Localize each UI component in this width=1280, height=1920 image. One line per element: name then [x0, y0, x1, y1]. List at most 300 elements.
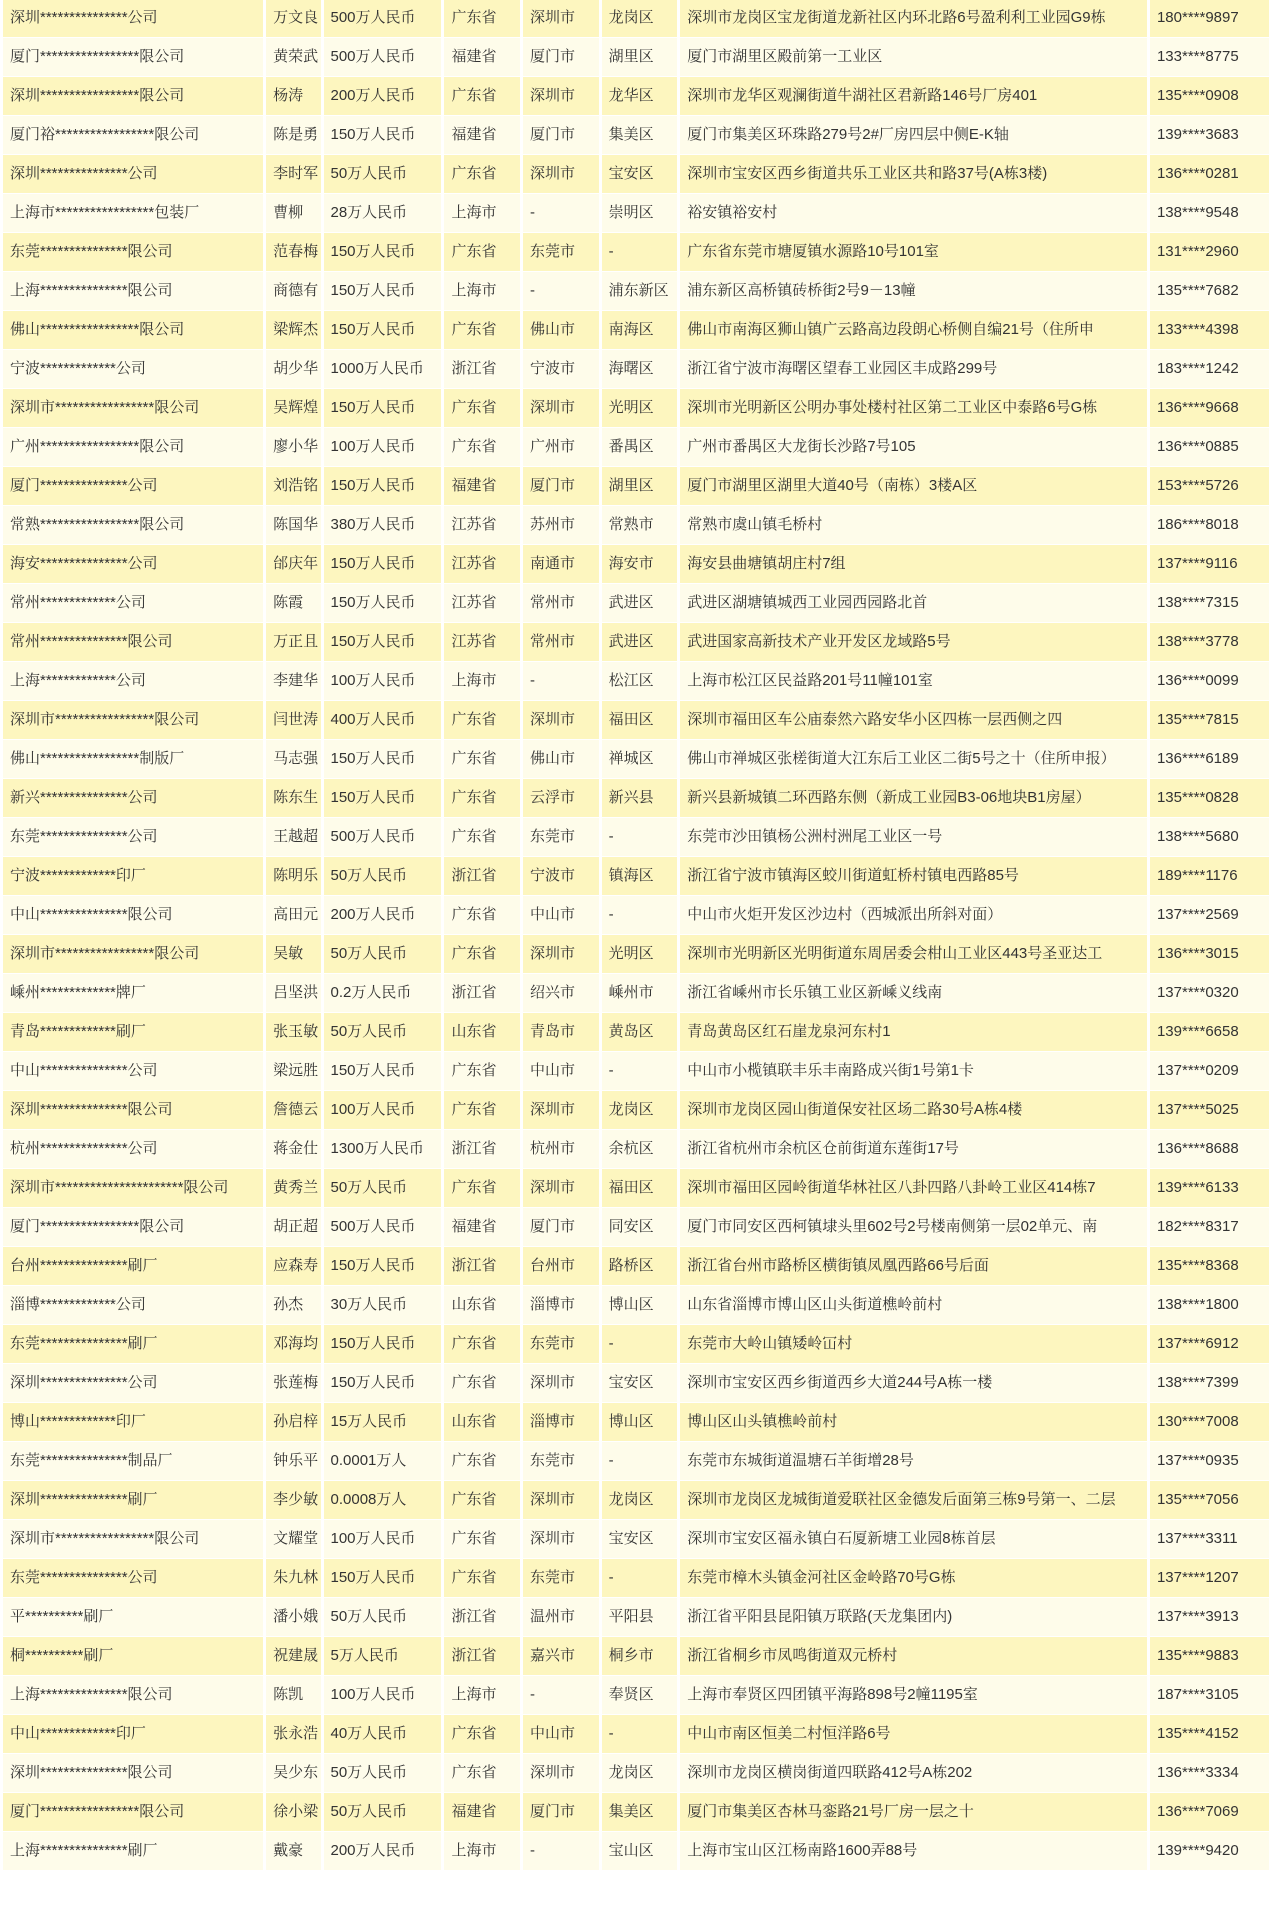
legal-person-cell: 陈国华 — [266, 506, 320, 544]
registered-capital-cell: 50万人民币 — [324, 155, 442, 193]
city-cell: 云浮市 — [523, 779, 599, 817]
city-cell: 温州市 — [523, 1598, 599, 1636]
phone-cell: 136****9668 — [1150, 389, 1269, 427]
table-row — [3, 1169, 1269, 1207]
registered-capital-cell: 50万人民币 — [324, 1598, 442, 1636]
address-cell: 深圳市龙岗区龙城街道爱联社区金德发后面第三栋9号第一、二层 — [680, 1481, 1147, 1519]
phone-cell: 136****8688 — [1150, 1130, 1269, 1168]
registered-capital-cell: 150万人民币 — [324, 1559, 442, 1597]
phone-cell: 133****4398 — [1150, 311, 1269, 349]
phone-cell: 137****0935 — [1150, 1442, 1269, 1480]
company-name-cell: 深圳***************限公司 — [3, 1754, 263, 1792]
legal-person-cell: 陈凯 — [266, 1676, 320, 1714]
province-cell: 浙江省 — [444, 1637, 520, 1675]
table-row — [3, 662, 1269, 700]
legal-person-cell: 文耀堂 — [266, 1520, 320, 1558]
legal-person-cell: 黄荣武 — [266, 38, 320, 76]
province-cell: 上海市 — [444, 662, 520, 700]
address-cell: 佛山市禅城区张槎街道大江东后工业区二街5号之十（住所申报） — [680, 740, 1147, 778]
address-cell: 青岛黄岛区红石崖龙泉河东村1 — [680, 1013, 1147, 1051]
district-cell: 宝安区 — [602, 1520, 678, 1558]
legal-person-cell: 杨涛 — [266, 77, 320, 115]
city-cell: - — [523, 1676, 599, 1714]
phone-cell: 138****3778 — [1150, 623, 1269, 661]
legal-person-cell: 马志强 — [266, 740, 320, 778]
city-cell: 广州市 — [523, 428, 599, 466]
legal-person-cell: 吴敏 — [266, 935, 320, 973]
registered-capital-cell: 50万人民币 — [324, 1013, 442, 1051]
city-cell: 淄博市 — [523, 1286, 599, 1324]
legal-person-cell: 商德有 — [266, 272, 320, 310]
registered-capital-cell: 500万人民币 — [324, 818, 442, 856]
district-cell: 松江区 — [602, 662, 678, 700]
city-cell: 深圳市 — [523, 935, 599, 973]
address-cell: 深圳市宝安区西乡街道共乐工业区共和路37号(A栋3楼) — [680, 155, 1147, 193]
address-cell: 深圳市龙岗区园山街道保安社区场二路30号A栋4楼 — [680, 1091, 1147, 1129]
address-cell: 东莞市大岭山镇矮岭冚村 — [680, 1325, 1147, 1363]
province-cell: 广东省 — [444, 77, 520, 115]
province-cell: 广东省 — [444, 1754, 520, 1792]
district-cell: 福田区 — [602, 1169, 678, 1207]
address-cell: 广州市番禺区大龙街长沙路7号105 — [680, 428, 1147, 466]
city-cell: 东莞市 — [523, 233, 599, 271]
table-row — [3, 545, 1269, 583]
province-cell: 福建省 — [444, 1793, 520, 1831]
table-row — [3, 1091, 1269, 1129]
registered-capital-cell: 100万人民币 — [324, 1676, 442, 1714]
table-row — [3, 1364, 1269, 1402]
registered-capital-cell: 0.2万人民币 — [324, 974, 442, 1012]
city-cell: 中山市 — [523, 896, 599, 934]
company-name-cell: 新兴***************公司 — [3, 779, 263, 817]
district-cell: 新兴县 — [602, 779, 678, 817]
address-cell: 武进区湖塘镇城西工业园西园路北首 — [680, 584, 1147, 622]
registered-capital-cell: 200万人民币 — [324, 77, 442, 115]
city-cell: 淄博市 — [523, 1403, 599, 1441]
registered-capital-cell: 500万人民币 — [324, 38, 442, 76]
province-cell: 广东省 — [444, 1325, 520, 1363]
address-cell: 中山市小榄镇联丰乐丰南路成兴街1号第1卡 — [680, 1052, 1147, 1090]
company-name-cell: 东莞***************刷厂 — [3, 1325, 263, 1363]
province-cell: 广东省 — [444, 1091, 520, 1129]
registered-capital-cell: 150万人民币 — [324, 467, 442, 505]
phone-cell: 138****1800 — [1150, 1286, 1269, 1324]
city-cell: 深圳市 — [523, 1754, 599, 1792]
city-cell: 深圳市 — [523, 389, 599, 427]
province-cell: 广东省 — [444, 428, 520, 466]
legal-person-cell: 胡少华 — [266, 350, 320, 388]
province-cell: 浙江省 — [444, 1247, 520, 1285]
province-cell: 广东省 — [444, 818, 520, 856]
address-cell: 东莞市东城街道温塘石羊街增28号 — [680, 1442, 1147, 1480]
company-name-cell: 厦门*****************限公司 — [3, 1208, 263, 1246]
legal-person-cell: 万文良 — [266, 0, 320, 37]
legal-person-cell: 吴辉煌 — [266, 389, 320, 427]
company-name-cell: 杭州***************公司 — [3, 1130, 263, 1168]
table-row — [3, 0, 1269, 37]
district-cell: 湖里区 — [602, 467, 678, 505]
province-cell: 浙江省 — [444, 974, 520, 1012]
city-cell: 厦门市 — [523, 116, 599, 154]
company-name-cell: 台州***************刷厂 — [3, 1247, 263, 1285]
district-cell: 宝安区 — [602, 155, 678, 193]
table-row — [3, 350, 1269, 388]
address-cell: 深圳市光明新区光明街道东周居委会柑山工业区443号圣亚达工 — [680, 935, 1147, 973]
address-cell: 东莞市樟木头镇金河社区金岭路70号G栋 — [680, 1559, 1147, 1597]
legal-person-cell: 钟乐平 — [266, 1442, 320, 1480]
registered-capital-cell: 500万人民币 — [324, 0, 442, 37]
table-row — [3, 467, 1269, 505]
province-cell: 广东省 — [444, 779, 520, 817]
district-cell: - — [602, 1715, 678, 1753]
registered-capital-cell: 0.0001万人 — [324, 1442, 442, 1480]
legal-person-cell: 孙启梓 — [266, 1403, 320, 1441]
registered-capital-cell: 150万人民币 — [324, 584, 442, 622]
company-name-cell: 上海***************刷厂 — [3, 1832, 263, 1870]
company-name-cell: 中山***************公司 — [3, 1052, 263, 1090]
district-cell: 集美区 — [602, 116, 678, 154]
address-cell: 中山市南区恒美二村恒洋路6号 — [680, 1715, 1147, 1753]
phone-cell: 135****0828 — [1150, 779, 1269, 817]
district-cell: 奉贤区 — [602, 1676, 678, 1714]
company-name-cell: 常州***************限公司 — [3, 623, 263, 661]
table-row — [3, 1247, 1269, 1285]
address-cell: 广东省东莞市塘厦镇水源路10号101室 — [680, 233, 1147, 271]
district-cell: 龙岗区 — [602, 1481, 678, 1519]
district-cell: 番禺区 — [602, 428, 678, 466]
district-cell: 龙岗区 — [602, 1091, 678, 1129]
table-row — [3, 1052, 1269, 1090]
table-row — [3, 1325, 1269, 1363]
legal-person-cell: 曹柳 — [266, 194, 320, 232]
city-cell: 台州市 — [523, 1247, 599, 1285]
city-cell: 宁波市 — [523, 350, 599, 388]
company-name-cell: 中山*************印厂 — [3, 1715, 263, 1753]
district-cell: 龙岗区 — [602, 1754, 678, 1792]
table-row — [3, 1676, 1269, 1714]
district-cell: 浦东新区 — [602, 272, 678, 310]
province-cell: 广东省 — [444, 389, 520, 427]
phone-cell: 135****0908 — [1150, 77, 1269, 115]
company-name-cell: 深圳市*****************限公司 — [3, 1520, 263, 1558]
legal-person-cell: 邰庆年 — [266, 545, 320, 583]
city-cell: 深圳市 — [523, 1481, 599, 1519]
city-cell: 深圳市 — [523, 0, 599, 37]
company-name-cell: 嵊州*************牌厂 — [3, 974, 263, 1012]
legal-person-cell: 李建华 — [266, 662, 320, 700]
legal-person-cell: 陈霞 — [266, 584, 320, 622]
city-cell: 南通市 — [523, 545, 599, 583]
table-row — [3, 1520, 1269, 1558]
address-cell: 上海市奉贤区四团镇平海路898号2幢1195室 — [680, 1676, 1147, 1714]
legal-person-cell: 蒋金仕 — [266, 1130, 320, 1168]
table-row — [3, 818, 1269, 856]
province-cell: 福建省 — [444, 1208, 520, 1246]
legal-person-cell: 万正且 — [266, 623, 320, 661]
address-cell: 浙江省宁波市海曙区望春工业园区丰成路299号 — [680, 350, 1147, 388]
company-name-cell: 广州*****************限公司 — [3, 428, 263, 466]
province-cell: 山东省 — [444, 1286, 520, 1324]
district-cell: - — [602, 818, 678, 856]
province-cell: 上海市 — [444, 272, 520, 310]
address-cell: 深圳市光明新区公明办事处楼村社区第二工业区中泰路6号G栋 — [680, 389, 1147, 427]
district-cell: 路桥区 — [602, 1247, 678, 1285]
registered-capital-cell: 5万人民币 — [324, 1637, 442, 1675]
company-name-cell: 常州*************公司 — [3, 584, 263, 622]
district-cell: 海曙区 — [602, 350, 678, 388]
address-cell: 常熟市虞山镇毛桥村 — [680, 506, 1147, 544]
province-cell: 上海市 — [444, 194, 520, 232]
table-row — [3, 311, 1269, 349]
phone-cell: 136****3015 — [1150, 935, 1269, 973]
registered-capital-cell: 150万人民币 — [324, 272, 442, 310]
province-cell: 江苏省 — [444, 623, 520, 661]
company-name-cell: 深圳市*****************限公司 — [3, 935, 263, 973]
phone-cell: 139****6133 — [1150, 1169, 1269, 1207]
table-row — [3, 1442, 1269, 1480]
city-cell: 深圳市 — [523, 1364, 599, 1402]
company-name-cell: 深圳市**********************限公司 — [3, 1169, 263, 1207]
company-name-cell: 东莞***************制品厂 — [3, 1442, 263, 1480]
district-cell: 嵊州市 — [602, 974, 678, 1012]
address-cell: 浙江省桐乡市凤鸣街道双元桥村 — [680, 1637, 1147, 1675]
address-cell: 新兴县新城镇二环西路东侧（新成工业园B3-06地块B1房屋） — [680, 779, 1147, 817]
district-cell: 博山区 — [602, 1403, 678, 1441]
city-cell: 厦门市 — [523, 467, 599, 505]
company-name-cell: 佛山*****************制版厂 — [3, 740, 263, 778]
district-cell: 龙岗区 — [602, 0, 678, 37]
company-name-cell: 上海市*****************包装厂 — [3, 194, 263, 232]
legal-person-cell: 陈是勇 — [266, 116, 320, 154]
district-cell: - — [602, 233, 678, 271]
table-row — [3, 857, 1269, 895]
registered-capital-cell: 150万人民币 — [324, 1325, 442, 1363]
table-row — [3, 1013, 1269, 1051]
address-cell: 上海市宝山区江杨南路1600弄88号 — [680, 1832, 1147, 1870]
phone-cell: 136****3334 — [1150, 1754, 1269, 1792]
phone-cell: 131****2960 — [1150, 233, 1269, 271]
registered-capital-cell: 150万人民币 — [324, 740, 442, 778]
table-row — [3, 1715, 1269, 1753]
city-cell: 深圳市 — [523, 155, 599, 193]
city-cell: - — [523, 662, 599, 700]
registered-capital-cell: 150万人民币 — [324, 1247, 442, 1285]
company-name-cell: 深圳***************公司 — [3, 0, 263, 37]
registered-capital-cell: 100万人民币 — [324, 662, 442, 700]
table-row — [3, 1208, 1269, 1246]
table-row — [3, 1481, 1269, 1519]
phone-cell: 138****7399 — [1150, 1364, 1269, 1402]
district-cell: 宝安区 — [602, 1364, 678, 1402]
company-name-cell: 淄博*************公司 — [3, 1286, 263, 1324]
district-cell: - — [602, 1559, 678, 1597]
legal-person-cell: 梁远胜 — [266, 1052, 320, 1090]
registered-capital-cell: 15万人民币 — [324, 1403, 442, 1441]
province-cell: 江苏省 — [444, 584, 520, 622]
table-row — [3, 1598, 1269, 1636]
phone-cell: 135****9883 — [1150, 1637, 1269, 1675]
legal-person-cell: 刘浩铭 — [266, 467, 320, 505]
district-cell: 海安市 — [602, 545, 678, 583]
city-cell: 深圳市 — [523, 1091, 599, 1129]
table-row — [3, 1637, 1269, 1675]
registered-capital-cell: 50万人民币 — [324, 935, 442, 973]
company-name-cell: 青岛*************刷厂 — [3, 1013, 263, 1051]
table-row — [3, 272, 1269, 310]
registered-capital-cell: 150万人民币 — [324, 311, 442, 349]
phone-cell: 137****6912 — [1150, 1325, 1269, 1363]
province-cell: 山东省 — [444, 1403, 520, 1441]
company-name-cell: 东莞***************公司 — [3, 818, 263, 856]
legal-person-cell: 吕坚洪 — [266, 974, 320, 1012]
registered-capital-cell: 150万人民币 — [324, 233, 442, 271]
city-cell: 中山市 — [523, 1052, 599, 1090]
table-row — [3, 896, 1269, 934]
legal-person-cell: 朱九林 — [266, 1559, 320, 1597]
district-cell: 桐乡市 — [602, 1637, 678, 1675]
district-cell: 镇海区 — [602, 857, 678, 895]
province-cell: 福建省 — [444, 116, 520, 154]
address-cell: 浙江省宁波市镇海区蛟川街道虹桥村镇电西路85号 — [680, 857, 1147, 895]
phone-cell: 182****8317 — [1150, 1208, 1269, 1246]
phone-cell: 137****0209 — [1150, 1052, 1269, 1090]
company-name-cell: 厦门*****************限公司 — [3, 1793, 263, 1831]
legal-person-cell: 陈明乐 — [266, 857, 320, 895]
address-cell: 佛山市南海区狮山镇广云路高边段朗心桥侧自编21号（住所申 — [680, 311, 1147, 349]
phone-cell: 130****7008 — [1150, 1403, 1269, 1441]
address-cell: 中山市火炬开发区沙边村（西城派出所斜对面） — [680, 896, 1147, 934]
address-cell: 武进国家高新技术产业开发区龙域路5号 — [680, 623, 1147, 661]
company-name-cell: 东莞***************公司 — [3, 1559, 263, 1597]
phone-cell: 135****4152 — [1150, 1715, 1269, 1753]
address-cell: 浙江省嵊州市长乐镇工业区新嵊义线南 — [680, 974, 1147, 1012]
address-cell: 厦门市湖里区湖里大道40号（南栋）3楼A区 — [680, 467, 1147, 505]
table-row — [3, 194, 1269, 232]
legal-person-cell: 范春梅 — [266, 233, 320, 271]
province-cell: 广东省 — [444, 1052, 520, 1090]
legal-person-cell: 徐小梁 — [266, 1793, 320, 1831]
province-cell: 广东省 — [444, 1559, 520, 1597]
phone-cell: 137****0320 — [1150, 974, 1269, 1012]
city-cell: 常州市 — [523, 623, 599, 661]
province-cell: 江苏省 — [444, 545, 520, 583]
district-cell: - — [602, 1052, 678, 1090]
table-row — [3, 623, 1269, 661]
registered-capital-cell: 380万人民币 — [324, 506, 442, 544]
address-cell: 裕安镇裕安村 — [680, 194, 1147, 232]
address-cell: 博山区山头镇樵岭前村 — [680, 1403, 1147, 1441]
legal-person-cell: 张玉敏 — [266, 1013, 320, 1051]
city-cell: 东莞市 — [523, 1559, 599, 1597]
address-cell: 海安县曲塘镇胡庄村7组 — [680, 545, 1147, 583]
legal-person-cell: 张永浩 — [266, 1715, 320, 1753]
registered-capital-cell: 100万人民币 — [324, 1091, 442, 1129]
district-cell: 禅城区 — [602, 740, 678, 778]
district-cell: 光明区 — [602, 389, 678, 427]
city-cell: 深圳市 — [523, 1520, 599, 1558]
table-row — [3, 116, 1269, 154]
phone-cell: 137****1207 — [1150, 1559, 1269, 1597]
table-row — [3, 1832, 1269, 1870]
address-cell: 深圳市福田区园岭街道华林社区八卦四路八卦岭工业区414栋7 — [680, 1169, 1147, 1207]
registered-capital-cell: 40万人民币 — [324, 1715, 442, 1753]
company-name-cell: 博山*************印厂 — [3, 1403, 263, 1441]
province-cell: 浙江省 — [444, 350, 520, 388]
district-cell: - — [602, 1325, 678, 1363]
registered-capital-cell: 500万人民币 — [324, 1208, 442, 1246]
district-cell: 武进区 — [602, 623, 678, 661]
address-cell: 深圳市宝安区西乡街道西乡大道244号A栋一楼 — [680, 1364, 1147, 1402]
table-row — [3, 1754, 1269, 1792]
legal-person-cell: 张莲梅 — [266, 1364, 320, 1402]
legal-person-cell: 黄秀兰 — [266, 1169, 320, 1207]
registered-capital-cell: 200万人民币 — [324, 1832, 442, 1870]
company-name-cell: 上海*************公司 — [3, 662, 263, 700]
company-name-cell: 海安***************公司 — [3, 545, 263, 583]
legal-person-cell: 詹德云 — [266, 1091, 320, 1129]
district-cell: 武进区 — [602, 584, 678, 622]
registered-capital-cell: 150万人民币 — [324, 389, 442, 427]
province-cell: 浙江省 — [444, 1130, 520, 1168]
district-cell: 湖里区 — [602, 38, 678, 76]
table-row — [3, 701, 1269, 739]
table-row — [3, 740, 1269, 778]
province-cell: 广东省 — [444, 896, 520, 934]
registered-capital-cell: 150万人民币 — [324, 779, 442, 817]
district-cell: - — [602, 896, 678, 934]
district-cell: 宝山区 — [602, 1832, 678, 1870]
company-name-cell: 厦门裕*****************限公司 — [3, 116, 263, 154]
phone-cell: 137****5025 — [1150, 1091, 1269, 1129]
company-name-cell: 厦门*****************限公司 — [3, 38, 263, 76]
district-cell: 南海区 — [602, 311, 678, 349]
phone-cell: 133****8775 — [1150, 38, 1269, 76]
province-cell: 江苏省 — [444, 506, 520, 544]
company-name-cell: 佛山*****************限公司 — [3, 311, 263, 349]
address-cell: 浙江省杭州市余杭区仓前街道东莲街17号 — [680, 1130, 1147, 1168]
address-cell: 厦门市湖里区殿前第一工业区 — [680, 38, 1147, 76]
district-cell: 平阳县 — [602, 1598, 678, 1636]
address-cell: 厦门市同安区西柯镇埭头里602号2号楼南侧第一层02单元、南 — [680, 1208, 1147, 1246]
phone-cell: 135****7682 — [1150, 272, 1269, 310]
company-name-cell: 上海***************限公司 — [3, 272, 263, 310]
legal-person-cell: 廖小华 — [266, 428, 320, 466]
address-cell: 深圳市龙华区观澜街道牛湖社区君新路146号厂房401 — [680, 77, 1147, 115]
district-cell: - — [602, 1442, 678, 1480]
legal-person-cell: 吴少东 — [266, 1754, 320, 1792]
registered-capital-cell: 400万人民币 — [324, 701, 442, 739]
phone-cell: 135****7056 — [1150, 1481, 1269, 1519]
province-cell: 广东省 — [444, 233, 520, 271]
address-cell: 浦东新区高桥镇砖桥街2号9－13幢 — [680, 272, 1147, 310]
company-name-cell: 深圳***************公司 — [3, 155, 263, 193]
legal-person-cell: 梁辉杰 — [266, 311, 320, 349]
district-cell: 常熟市 — [602, 506, 678, 544]
table-row — [3, 584, 1269, 622]
province-cell: 广东省 — [444, 1364, 520, 1402]
address-cell: 东莞市沙田镇杨公洲村洲尾工业区一号 — [680, 818, 1147, 856]
district-cell: 博山区 — [602, 1286, 678, 1324]
city-cell: 东莞市 — [523, 818, 599, 856]
company-name-cell: 深圳***************限公司 — [3, 1091, 263, 1129]
district-cell: 福田区 — [602, 701, 678, 739]
table-row — [3, 779, 1269, 817]
company-name-cell: 东莞***************限公司 — [3, 233, 263, 271]
address-cell: 深圳市龙岗区横岗街道四联路412号A栋202 — [680, 1754, 1147, 1792]
phone-cell: 136****6189 — [1150, 740, 1269, 778]
city-cell: 深圳市 — [523, 77, 599, 115]
city-cell: 宁波市 — [523, 857, 599, 895]
